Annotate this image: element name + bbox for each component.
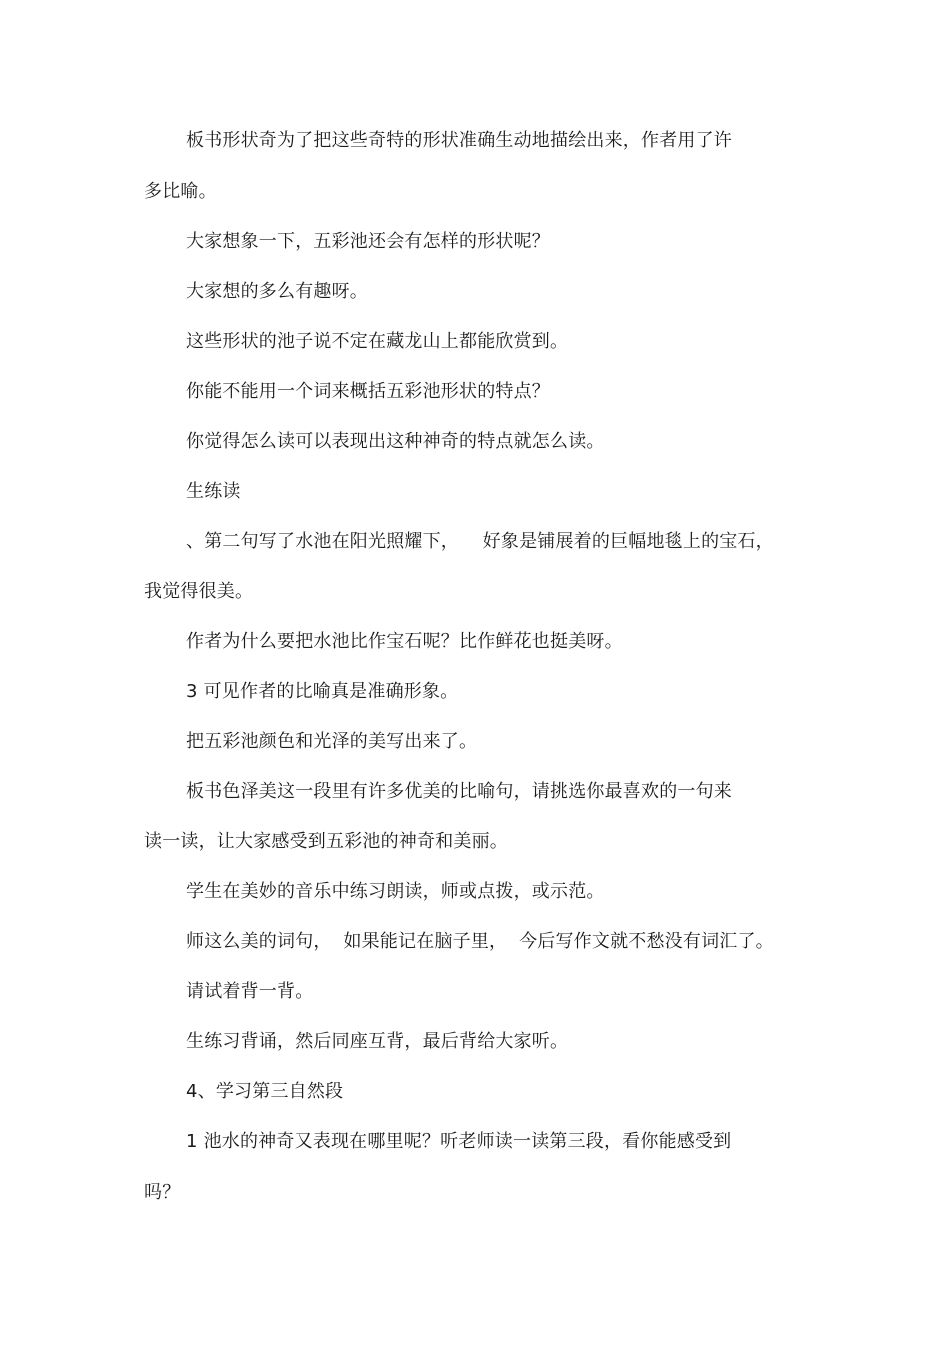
text-line-15: 读一读，让大家感受到五彩池的神奇和美丽。 bbox=[144, 831, 508, 852]
text-line-4: 大家想的多么有趣呀。 bbox=[186, 281, 368, 302]
text-line-6: 你能不能用一个词来概括五彩池形状的特点？ bbox=[186, 381, 550, 402]
text-line-9: 、第二句写了水池在阳光照耀下， 好象是铺展着的巨幅地毯上的宝石， bbox=[186, 531, 774, 552]
text-line-18: 请试着背一背。 bbox=[186, 981, 314, 1002]
text-line-19: 生练习背诵，然后同座互背，最后背给大家听。 bbox=[186, 1031, 569, 1052]
text-line-22: 吗？ bbox=[144, 1182, 181, 1203]
text-line-10: 我觉得很美。 bbox=[144, 581, 254, 602]
text-line-5: 这些形状的池子说不定在藏龙山上都能欣赏到。 bbox=[186, 331, 569, 352]
text-line-20: 4、学习第三自然段 bbox=[186, 1081, 344, 1102]
text-line-1: 板书形状奇为了把这些奇特的形状准确生动地描绘出来，作者用了许 bbox=[186, 130, 732, 151]
text-line-3: 大家想象一下，五彩池还会有怎样的形状呢？ bbox=[186, 231, 550, 252]
text-line-8: 生练读 bbox=[186, 481, 241, 502]
text-line-13: 把五彩池颜色和光泽的美写出来了。 bbox=[186, 731, 478, 752]
text-line-7: 你觉得怎么读可以表现出这种神奇的特点就怎么读。 bbox=[186, 431, 605, 452]
text-line-21: 1 池水的神奇又表现在哪里呢？听老师读一读第三段，看你能感受到 bbox=[186, 1131, 732, 1152]
text-line-14: 板书色泽美这一段里有许多优美的比喻句，请挑选你最喜欢的一句来 bbox=[186, 781, 732, 802]
text-line-16: 学生在美妙的音乐中练习朗读，师或点拨，或示范。 bbox=[186, 881, 605, 902]
text-line-17: 师这么美的词句， 如果能记在脑子里， 今后写作文就不愁没有词汇了。 bbox=[186, 931, 774, 952]
text-line-2: 多比喻。 bbox=[144, 181, 217, 202]
text-line-11: 作者为什么要把水池比作宝石呢？比作鲜花也挺美呀。 bbox=[186, 631, 623, 652]
text-line-12: 3 可见作者的比喻真是准确形象。 bbox=[186, 681, 459, 702]
